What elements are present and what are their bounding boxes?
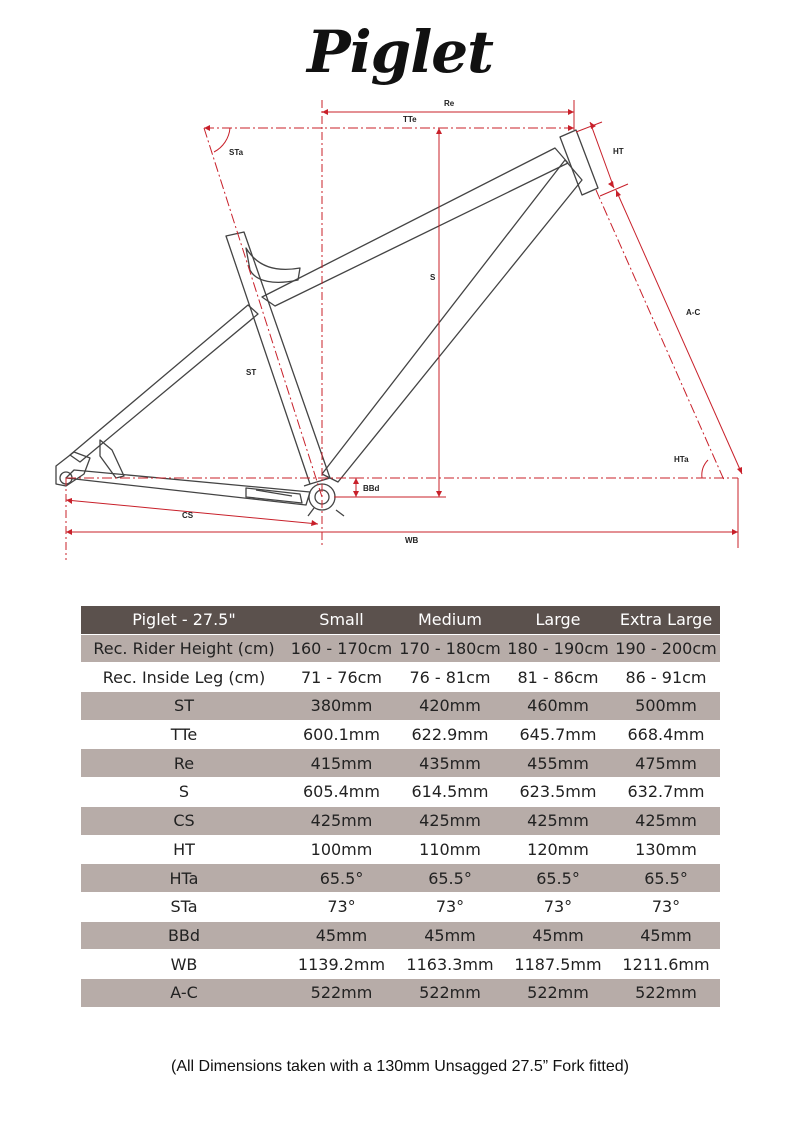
table-row [81, 950, 720, 979]
header-medium: Medium [396, 606, 504, 634]
row-label: S [81, 778, 287, 807]
cell: 522mm [504, 978, 612, 1007]
label-re: Re [444, 99, 455, 108]
row-label: Rec. Inside Leg (cm) [81, 663, 287, 692]
row-label: STa [81, 892, 287, 921]
a-c-dim [616, 190, 742, 474]
seat-cluster-gusset [246, 248, 300, 282]
label-st: ST [246, 368, 257, 377]
cell: 475mm [612, 749, 720, 778]
table-row [81, 749, 720, 778]
table-row [81, 806, 720, 835]
dimension-lines [66, 100, 742, 560]
cell: 110mm [396, 835, 504, 864]
cell: 170 - 180cm [396, 634, 504, 663]
label-cs: CS [182, 511, 194, 520]
label-tte: TTe [403, 115, 417, 124]
cell: 605.4mm [287, 778, 396, 807]
top-tube [262, 148, 568, 306]
table-row [81, 978, 720, 1007]
cell: 622.9mm [396, 720, 504, 749]
table-row [81, 778, 720, 807]
label-sta: STa [229, 148, 244, 157]
cell: 420mm [396, 692, 504, 721]
table-row [81, 835, 720, 864]
seat-axis [204, 128, 322, 497]
cell: 100mm [287, 835, 396, 864]
header-extra-large: Extra Large [612, 606, 720, 634]
cell: 632.7mm [612, 778, 720, 807]
row-label: CS [81, 806, 287, 835]
cell: 522mm [612, 978, 720, 1007]
table-row [81, 921, 720, 950]
label-s: S [430, 273, 436, 282]
cell: 71 - 76cm [287, 663, 396, 692]
row-label: WB [81, 950, 287, 979]
cell: 190 - 200cm [612, 634, 720, 663]
cell: 45mm [287, 921, 396, 950]
cell: 668.4mm [612, 720, 720, 749]
cell: 600.1mm [287, 720, 396, 749]
label-hta: HTa [674, 455, 689, 464]
row-label: ST [81, 692, 287, 721]
row-label: BBd [81, 921, 287, 950]
header-large: Large [504, 606, 612, 634]
cell: 73° [504, 892, 612, 921]
cell: 45mm [504, 921, 612, 950]
cell: 45mm [396, 921, 504, 950]
cell: 425mm [504, 806, 612, 835]
cell: 1211.6mm [612, 950, 720, 979]
cell: 380mm [287, 692, 396, 721]
table-header-row [81, 606, 720, 634]
cell: 522mm [396, 978, 504, 1007]
cell: 425mm [612, 806, 720, 835]
frame-outline [56, 130, 598, 516]
row-label: Rec. Rider Height (cm) [81, 634, 287, 663]
footnote: (All Dimensions taken with a 130mm Unsagged 27.5” Fork fitted) [171, 1058, 629, 1075]
cell: 1187.5mm [504, 950, 612, 979]
cell: 500mm [612, 692, 720, 721]
cell: 522mm [287, 978, 396, 1007]
cell: 73° [287, 892, 396, 921]
brand-title: Piglet [307, 18, 493, 86]
label-ht: HT [613, 147, 624, 156]
cell: 614.5mm [396, 778, 504, 807]
cell: 73° [396, 892, 504, 921]
row-label: HTa [81, 864, 287, 893]
cell: 180 - 190cm [504, 634, 612, 663]
cell: 415mm [287, 749, 396, 778]
table-row [81, 864, 720, 893]
row-label: TTe [81, 720, 287, 749]
table-row [81, 634, 720, 663]
cell: 130mm [612, 835, 720, 864]
table-row [81, 892, 720, 921]
header-small: Small [287, 606, 396, 634]
cell: 645.7mm [504, 720, 612, 749]
arrowheads [66, 109, 742, 535]
a-c-line [596, 190, 724, 480]
cell: 435mm [396, 749, 504, 778]
cell: 65.5° [396, 864, 504, 893]
cell: 65.5° [287, 864, 396, 893]
row-label: HT [81, 835, 287, 864]
geometry-table [81, 606, 720, 1008]
table-row [81, 692, 720, 721]
cell: 160 - 170cm [287, 634, 396, 663]
label-wb: WB [405, 536, 419, 545]
sta-arc [214, 128, 230, 152]
cell: 1139.2mm [287, 950, 396, 979]
cell: 73° [612, 892, 720, 921]
seat-stay [70, 305, 258, 462]
cell: 86 - 91cm [612, 663, 720, 692]
ht-line-2 [600, 184, 628, 196]
table-row [81, 663, 720, 692]
ht-line [576, 122, 602, 132]
cell: 623.5mm [504, 778, 612, 807]
hta-arc [702, 460, 708, 478]
cell: 460mm [504, 692, 612, 721]
cell: 81 - 86cm [504, 663, 612, 692]
cell: 120mm [504, 835, 612, 864]
cell: 45mm [612, 921, 720, 950]
cell: 425mm [396, 806, 504, 835]
cell: 76 - 81cm [396, 663, 504, 692]
table-row [81, 720, 720, 749]
down-tube [322, 160, 582, 482]
cell: 1163.3mm [396, 950, 504, 979]
header-model: Piglet - 27.5" [81, 606, 287, 634]
row-label: Re [81, 749, 287, 778]
head-tube [560, 130, 598, 195]
cell: 425mm [287, 806, 396, 835]
cell: 65.5° [504, 864, 612, 893]
label-a-c: A-C [686, 308, 701, 317]
cell: 65.5° [612, 864, 720, 893]
row-label: A-C [81, 978, 287, 1007]
cell: 455mm [504, 749, 612, 778]
label-bbd: BBd [363, 484, 380, 493]
